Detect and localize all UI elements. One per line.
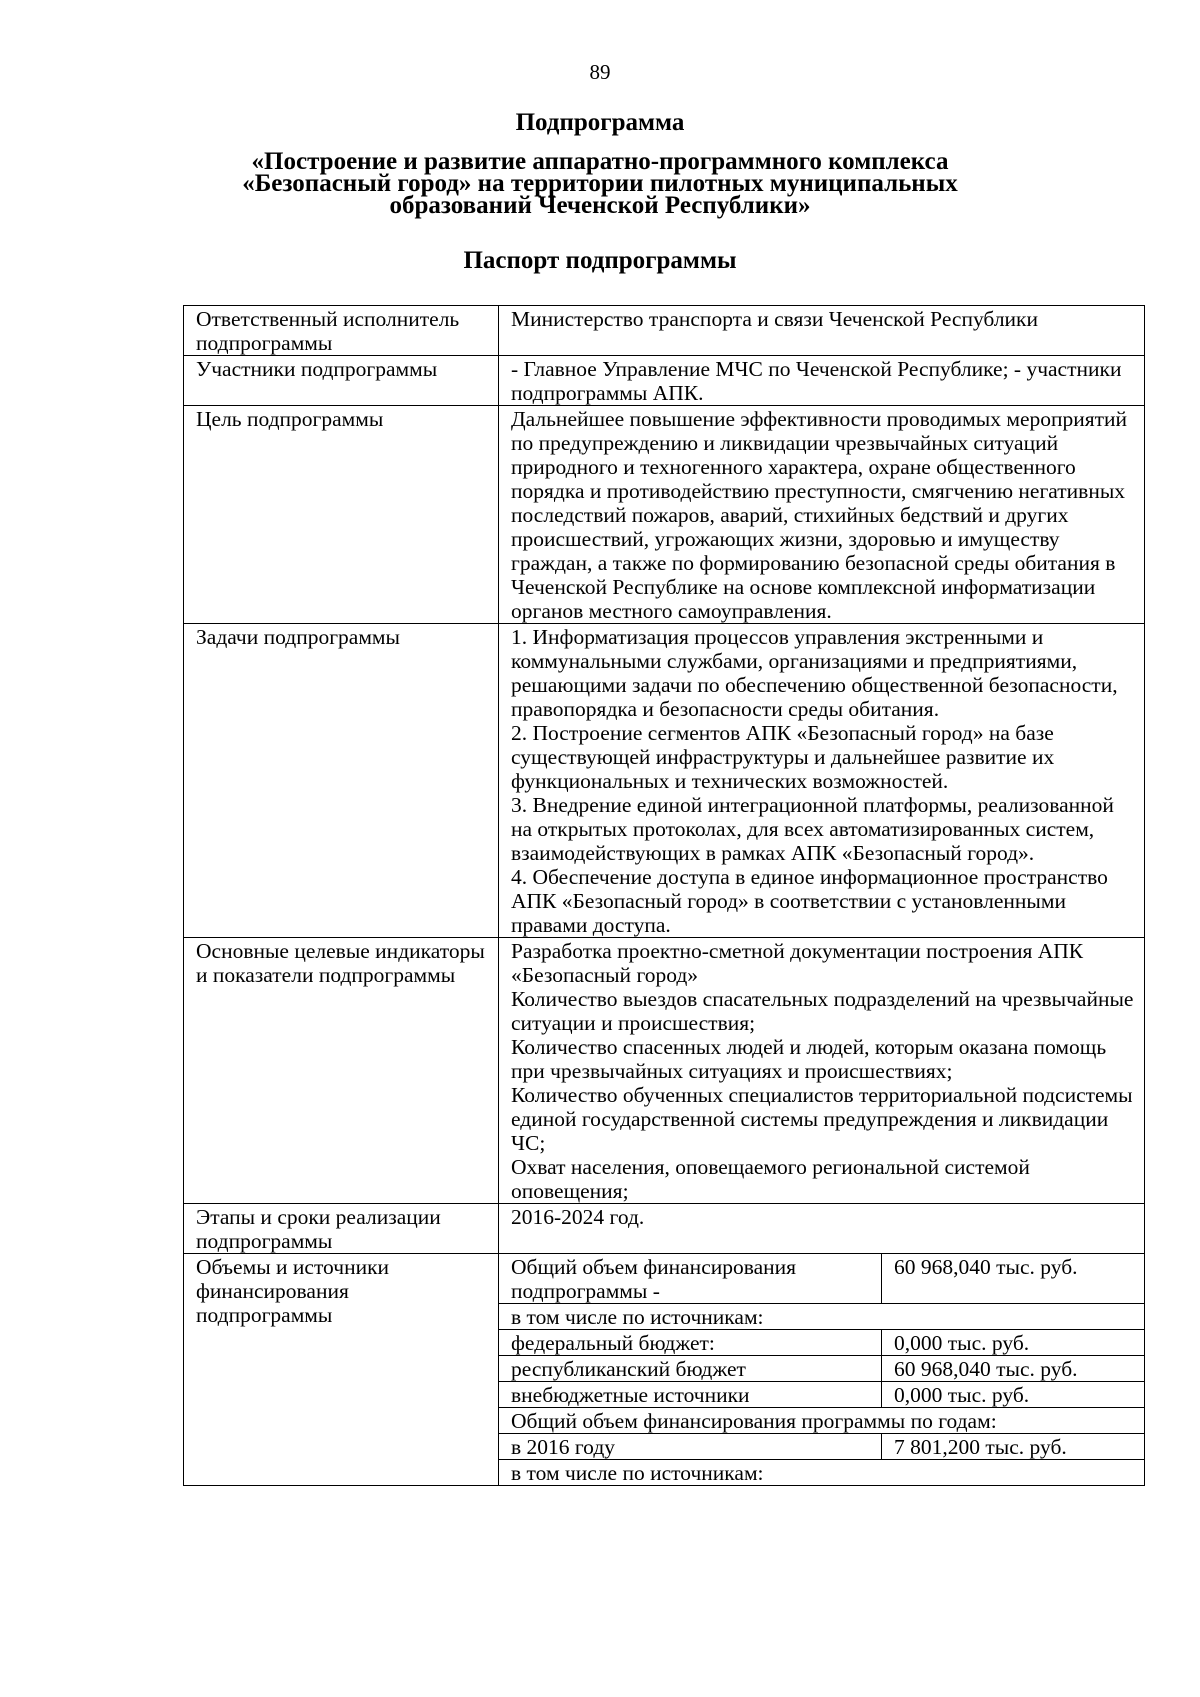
table-row-responsible (184, 306, 1145, 356)
financing-sources-label-2: в том числе по источникам: (499, 1460, 1144, 1486)
task-item: 3. Внедрение единой интеграционной платформы, реализованной на открытых протоколах, для всех автоматизированных систем, взаимодействующих в рамках АПК «Безопасный город». (511, 793, 1114, 865)
financing-sources-label: в том числе по источникам: (499, 1304, 1144, 1330)
extra-budget-label: внебюджетные источники (499, 1382, 882, 1408)
indicator-item: Охват населения, оповещаемого региональной системой оповещения; (511, 1155, 1030, 1203)
row-label: Объемы и источники финансирования подпрограммы (184, 1254, 499, 1486)
row-value: Дальнейшее повышение эффективности проводимых мероприятий по предупреждению и ликвидации чрезвычайных ситуаций природного и техногенного характера, охране общественного порядка и противодействию преступности, смягчению негативных последствий пожаров, аварий, стихийных бедствий и других происшествий, угрожающих жизни, здоровью и имуществу граждан, а также по формированию безопасной среды обитания в Чеченской Республике на основе комплексной информатизации органов местного самоуправления. (499, 406, 1145, 624)
table-row-tasks (184, 624, 1145, 938)
indicator-item: Разработка проектно-сметной документации построения АПК «Безопасный город» (511, 939, 1084, 987)
passport-title: Паспорт подпрограммы (463, 247, 737, 274)
republican-budget-value: 60 968,040 тыс. руб. (882, 1356, 1145, 1382)
row-label: Ответственный исполнитель подпрограммы (184, 306, 499, 356)
table-row-indicators (184, 938, 1145, 1204)
row-value (499, 938, 1145, 1204)
title-line: «Построение и развитие аппаратно-программного комплекса (251, 148, 949, 175)
indicator-item: Количество спасенных людей и людей, которым оказана помощь при чрезвычайных ситуациях и происшествиях; (511, 1035, 1107, 1083)
financing-row (499, 1356, 1144, 1382)
row-label: Основные целевые индикаторы и показатели подпрограммы (184, 938, 499, 1204)
row-label: Задачи подпрограммы (184, 624, 499, 938)
financing-row (499, 1408, 1144, 1434)
financing-row (499, 1330, 1144, 1356)
financing-row (499, 1460, 1144, 1486)
task-item: 2. Построение сегментов АПК «Безопасный город» на базе существующей инфраструктуры и дальнейшее развитие их функциональных и технических возможностей. (511, 721, 1055, 793)
row-label: Цель подпрограммы (184, 406, 499, 624)
federal-budget-value: 0,000 тыс. руб. (882, 1330, 1145, 1356)
row-label: Участники подпрограммы (184, 356, 499, 406)
extra-budget-value: 0,000 тыс. руб. (882, 1382, 1145, 1408)
table-row-goal (184, 406, 1145, 624)
row-value: - Главное Управление МЧС по Чеченской Республике; - участники подпрограммы АПК. (499, 356, 1145, 406)
financing-total-value: 60 968,040 тыс. руб. (882, 1254, 1145, 1304)
financing-by-years-label: Общий объем финансирования программы по годам: (499, 1408, 1144, 1434)
indicator-item: Количество выездов спасательных подразделений на чрезвычайные ситуации и происшествия; (511, 987, 1134, 1035)
financing-row (499, 1382, 1144, 1408)
subprogram-title (0, 148, 1200, 219)
title-line: образований Чеченской Республики» (389, 192, 811, 219)
year-2016-label: в 2016 году (499, 1434, 882, 1460)
row-value: 2016-2024 год. (499, 1204, 1145, 1254)
table-row-participants (184, 356, 1145, 406)
financing-row (499, 1434, 1144, 1460)
table-row-stages (184, 1204, 1145, 1254)
passport-table (183, 305, 1145, 1486)
financing-table (499, 1254, 1144, 1485)
federal-budget-label: федеральный бюджет: (499, 1330, 882, 1356)
financing-cell (499, 1254, 1145, 1486)
row-value: Министерство транспорта и связи Чеченской Республики (499, 306, 1145, 356)
financing-row (499, 1254, 1144, 1304)
row-value (499, 624, 1145, 938)
row-label: Этапы и сроки реализации подпрограммы (184, 1204, 499, 1254)
task-item: 4. Обеспечение доступа в единое информационное пространство АПК «Безопасный город» в соответствии с установленными правами доступа. (511, 865, 1108, 937)
subprogram-label: Подпрограмма (515, 109, 685, 136)
page-number: 89 (589, 60, 611, 84)
year-2016-value: 7 801,200 тыс. руб. (882, 1434, 1145, 1460)
task-item: 1. Информатизация процессов управления экстренными и коммунальными службами, организациями и предприятиями, решающими задачи по обеспечению общественной безопасности, правопорядка и безопасности среды обитания. (511, 625, 1118, 721)
table-row-financing (184, 1254, 1145, 1486)
title-line: «Безопасный город» на территории пилотных муниципальных (242, 170, 958, 197)
financing-total-label: Общий объем финансирования подпрограммы - (499, 1254, 882, 1304)
financing-row (499, 1304, 1144, 1330)
indicator-item: Количество обученных специалистов территориальной подсистемы единой государственной системы предупреждения и ликвидации ЧС; (511, 1083, 1133, 1155)
republican-budget-label: республиканский бюджет (499, 1356, 882, 1382)
